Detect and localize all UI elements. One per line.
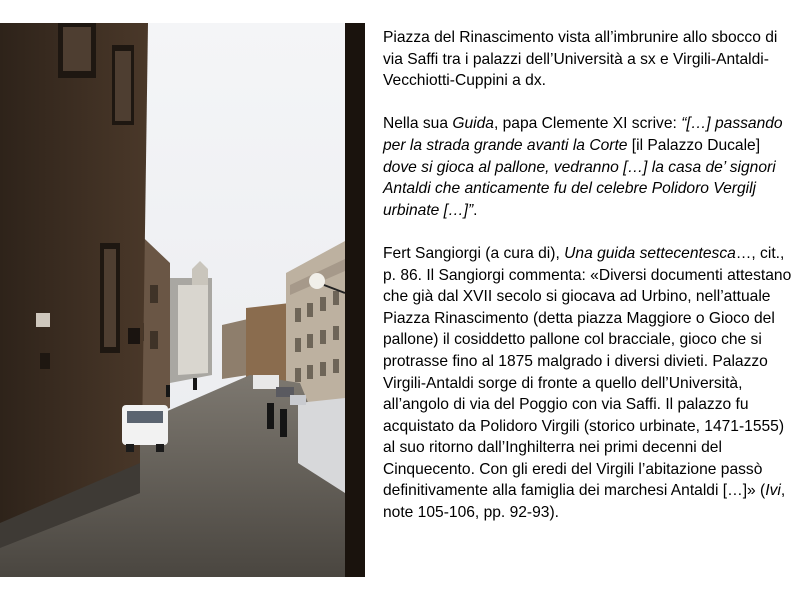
guida-title: Guida bbox=[452, 115, 494, 133]
guida-paragraph bbox=[383, 113, 795, 221]
photo-caption bbox=[383, 27, 795, 92]
sangiorgi-paragraph bbox=[383, 243, 795, 524]
guida-quote-2: dove si gioca al pallone, vedranno […] la casa de’ signori Antaldi che anticamente fu del celebre Polidoro Vergilj urbinate […]” bbox=[383, 158, 776, 219]
photo-caption-text: Piazza del Rinascimento vista all’imbrunire allo sbocco di via Saffi tra i palazzi dell’Università a sx e Virgili-Antaldi-Vecchiotti-Cuppini a dx. bbox=[383, 29, 778, 90]
sangiorgi-ivi: Ivi bbox=[765, 482, 781, 500]
guida-intro: Nella sua bbox=[383, 115, 453, 133]
guida-bracket: [il Palazzo Ducale] bbox=[627, 136, 761, 154]
sangiorgi-notes: , note 105-106, pp. 92-93). bbox=[383, 482, 786, 522]
guida-quote-1: “[…] passando per la strada grande avanti la Corte bbox=[383, 115, 783, 154]
sangiorgi-book-title: Una guida settecentesca bbox=[564, 244, 736, 262]
street-photo-illustration bbox=[0, 23, 365, 577]
sangiorgi-author: Fert Sangiorgi (a cura di), bbox=[383, 244, 565, 262]
guida-end: . bbox=[473, 201, 478, 219]
street-photo bbox=[0, 23, 365, 577]
guida-after-title: , papa Clemente XI scrive: bbox=[493, 115, 682, 133]
sangiorgi-reference: …, cit., p. 86. Il Sangiorgi commenta: «Diversi documenti attestano che già dal XVII secolo si giocava ad Urbino, nell’attuale Piazza Rinascimento (detta piazza Maggiore o Gioco del pallone) il cosiddetto pallone col bracciale, gioco che si protrasse fino al 1875 malgrado i diversi divieti. Palazzo Virgili-Antaldi sorge di fronte a quello dell’Università, all’angolo di via del Poggio con via Saffi. Il palazzo fu acquistato da Polidoro Virgili (storico urbinate, 1471-1555) al suo ritorno dall’Inghilterra nei primi decenni del Cinquecento. Con gli eredi del Virgili l’abitazione passò definitivamente alla famiglia dei marchesi Antaldi […]» ( bbox=[383, 244, 792, 500]
text-column bbox=[383, 27, 795, 524]
